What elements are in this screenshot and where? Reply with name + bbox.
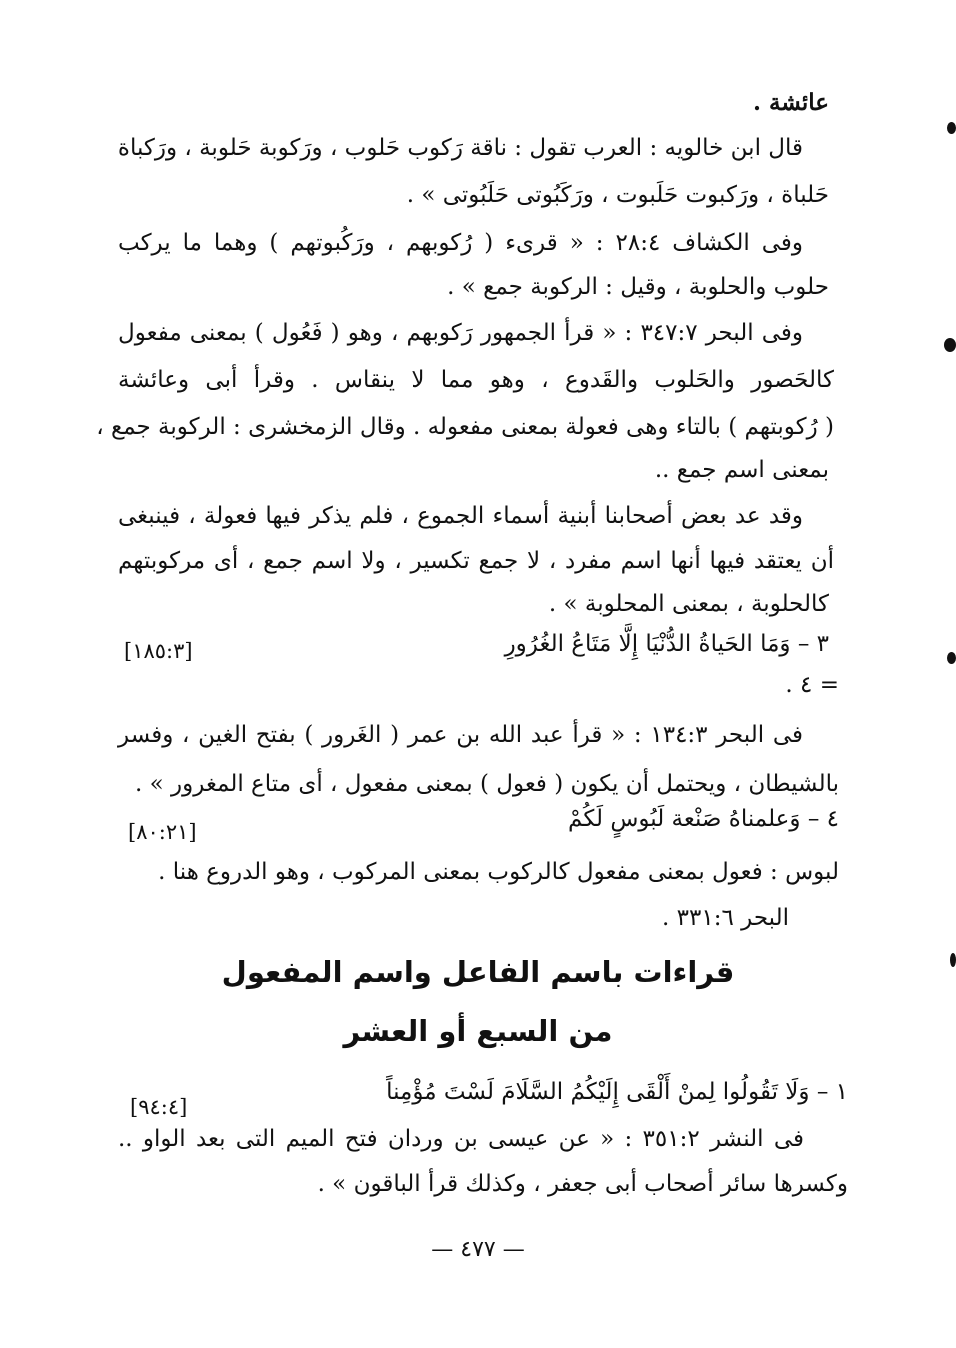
text-line: كالحَصور والحَلوب والقَدوع ، وهو مما لا ينقاس . وقرأ أبى وعائشة: [118, 367, 834, 393]
section-subheading: من السبع أو العشر: [343, 1014, 613, 1048]
verse-reference: [٨٠:٢١]: [128, 820, 197, 844]
text-line: البحر ٣٣١:٦ .: [662, 905, 789, 931]
text-line: وكسرها سائر أصحاب أبى جعفر ، وكذلك قرأ الباقون » .: [317, 1171, 848, 1197]
text-line: بمعنى اسم جمع ..: [654, 457, 829, 483]
text-line: بالشيطان ، ويحتمل أن يكون ( فعول ) بمعنى مفعول ، أى متاع المغرور » .: [135, 771, 839, 797]
text-line: لبوس : فعول بمعنى مفعول كالركوب بمعنى المركوب ، وهو الدروع هنا .: [158, 859, 839, 885]
scan-mark: [947, 122, 956, 134]
scan-mark: [950, 953, 956, 967]
text-line: فى البحر ١٣٤:٣ : « قرأ عبد الله بن عمر ( الغَرور ) بفتح الغين ، وفسر: [118, 722, 803, 748]
verse-reference: [١٨٥:٣]: [124, 639, 193, 663]
text-line: أن يعتقد فيها أنها اسم مفرد ، لا جمع تكسير ، ولا اسم جمع ، أى مركوبتهم: [118, 548, 834, 574]
text-line: عائشة .: [753, 89, 829, 116]
page-number: — ٤٧٧ —: [431, 1237, 525, 1262]
text-line: وفى البحر ٣٤٧:٧ : « قرأ الجمهور رَكوبهم ، وهو ( فَعُول ) بمعنى مفعول: [118, 320, 803, 346]
text-line: كالحلوبة ، بمعنى المحلوبة » .: [548, 591, 829, 617]
verse-line: ١ – وَلَا تَقُولُوا لِمنْ أَلْقَى إِلَيْكُمُ السَّلَامَ لَسْتَ مُؤْمِناً: [386, 1079, 848, 1105]
text-line: وفى الكشاف ٢٨:٤ : « قرىء ( رُكوبهم ، ورَكُبوتهم ) وهما ما يركب: [118, 230, 803, 256]
text-line: = ٤ .: [785, 672, 839, 698]
verse-reference: [٩٤:٤]: [130, 1095, 188, 1119]
text-line: وقد عد بعض أصحابنا أبنية أسماء الجموع ، فلم يذكر فيها فعولة ، فينبغى: [118, 503, 803, 529]
text-line: ( رُكوبتهم ) بالتاء وهى فعولة بمعنى مفعوله . وقال الزمخشرى : الركوبة جمع ،: [96, 414, 834, 440]
section-heading: قراءات باسم الفاعل واسم المفعول: [221, 955, 735, 989]
text-line: حَلباة ، ورَكبوت حَلَبوت ، ورَكَبُوتى حَلَبُوتى » .: [406, 182, 829, 208]
verse-line: ٤ – وَعلمناهُ صَنْعة لَبُوسٍ لَكُمْ: [568, 806, 839, 832]
scan-mark: [947, 652, 956, 664]
text-line: فى النشر ٣٥١:٢ : « عن عيسى بن وردان فتح الميم التى بعد الواو ..: [118, 1126, 804, 1152]
text-line: حلوب والحلوبة ، وقيل : الركوبة جمع » .: [447, 274, 829, 300]
scan-mark: [944, 338, 956, 352]
verse-line: ٣ – وَمَا الحَياةُ الدُّنْيَا إِلَّا مَتَاعُ الغُرُورِ: [504, 631, 829, 657]
text-line: قال ابن خالويه : العرب تقول : ناقة رَكوب حَلوب ، ورَكوبة حَلوبة ، ورَكباة: [117, 135, 803, 161]
